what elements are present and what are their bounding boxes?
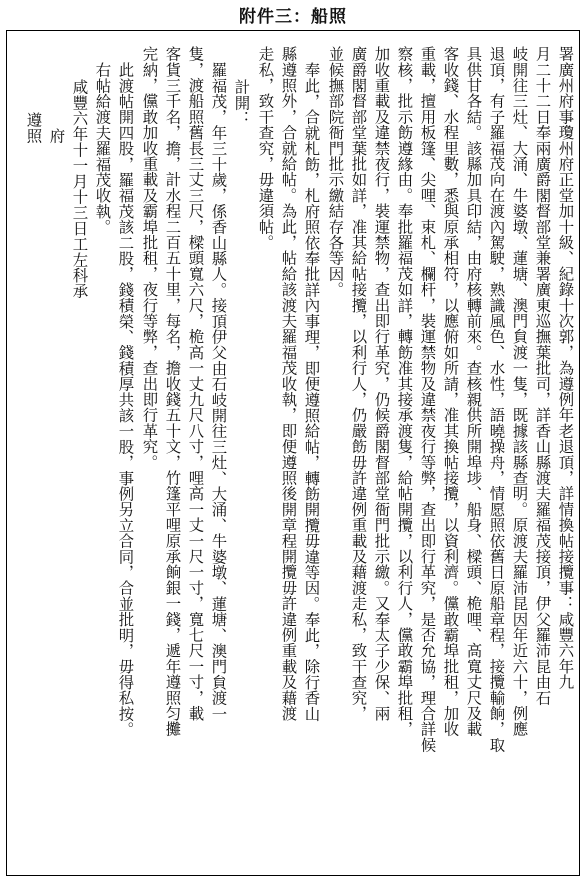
text-column: 並候撫部院衙門批示繳結存各等因。 bbox=[326, 46, 345, 298]
text-column: 加收重載及違禁夜行，裝運禁物，查出即行革究，仍候爵閣督部堂衙門批示繳。又奉太子少保、兩 bbox=[372, 46, 391, 722]
text-column: 府 bbox=[47, 128, 66, 144]
text-column: 客收錢、水程里數，悉與原承相符，以應俯如所請，准其換帖接攬，以資利濟。儻敢霸埠批租，加收 bbox=[441, 46, 460, 737]
text-column: 隻，渡船照舊長三丈三尺，樑頭寬六尺，桅高一丈九尺八寸，哩高一丈一尺一寸，寬七尺一寸，載 bbox=[186, 46, 205, 722]
text-column: 重載，擅用板篷、尖哩、束札、欄杆，裝運禁物及違禁夜行等弊，查出即行革究，是否允協，理合詳候 bbox=[418, 46, 437, 753]
text-column: 遵照 bbox=[24, 112, 43, 144]
page-title: 附件三：船照 bbox=[239, 7, 347, 27]
text-column: 縣遵照外，合就給帖。為此，帖給該渡夫羅福茂收執，即便遵照後開章程開攬毋許違例重載及藉渡 bbox=[279, 46, 298, 722]
text-column: 客貨三千名，擔，計水程二百五十里，每名，擔收錢五十文，竹篷平哩原承餉銀一錢，遞年遵照匀攤 bbox=[163, 46, 182, 737]
text-column: 咸豐六年十一月十三日工左科承 bbox=[70, 79, 89, 299]
text-column: 走私，致干查究，毋違須帖。 bbox=[256, 46, 275, 251]
text-column: 羅福茂，年三十歲，係香山縣人。接頂伊父由石岐開往三灶、大涌、牛婆墩、蓮塘、澳門貟渡一 bbox=[209, 62, 228, 722]
text-column: 完納，儻敢加收重載及霸埠批租，夜行等弊，查出即行革究。 bbox=[140, 46, 159, 470]
text-column: 月二十二日奉兩廣爵閣督部堂兼署廣東巡撫葉批司，詳香山縣渡夫羅福茂接頂，伊父羅沛昆由石 bbox=[533, 46, 552, 706]
text-column: 署廣州府事瓊州府正堂加十級、紀錄十次郭，為遵例年老退頂，詳情換帖接攬事：咸豐六年九 bbox=[556, 46, 575, 690]
text-column: 具供甘各結。該縣加具印結，由府核轉前來。查核親供所開埠埗、船身、樑頭、桅哩、高寬丈尺及載 bbox=[464, 46, 483, 737]
text-column: 岐開往三灶、大涌、牛婆墩、蓮塘、澳門貟渡一隻，既據該縣查明。原渡夫羅沛昆因年近六十，例應 bbox=[510, 46, 529, 737]
text-column: 右帖給渡夫羅福茂收執。 bbox=[93, 62, 112, 235]
text-column: 計開： bbox=[232, 79, 251, 127]
text-column: 此渡帖開四股，羅福茂該二股，錢積榮、錢積厚共該一股，事例另立合同，合並批明，毋得私按。 bbox=[116, 62, 135, 738]
text-column: 奉此，合就札飭，札府照依奉批詳內事理，即便遵照給帖，轉飭開攬毋違等因。奉此，除行香山 bbox=[302, 62, 321, 722]
text-column: 察核，批示飭遵緣由。奉批羅福茂如詳，轉飭准其接承渡隻，給帖開攬，以利行人，儻敢霸埠批租， bbox=[395, 46, 414, 737]
text-column: 廣爵閣督部堂葉批如詳，准其給帖接攬，以利行人，仍嚴飭毋許違例重載及藉渡走私，致干查究， bbox=[349, 46, 368, 722]
text-column: 退頂，有子羅福茂向在渡內駕駛，熟識風色、水性，語曉操舟，情愿照依舊日原船章程，接攬輸餉，取 bbox=[487, 46, 506, 753]
